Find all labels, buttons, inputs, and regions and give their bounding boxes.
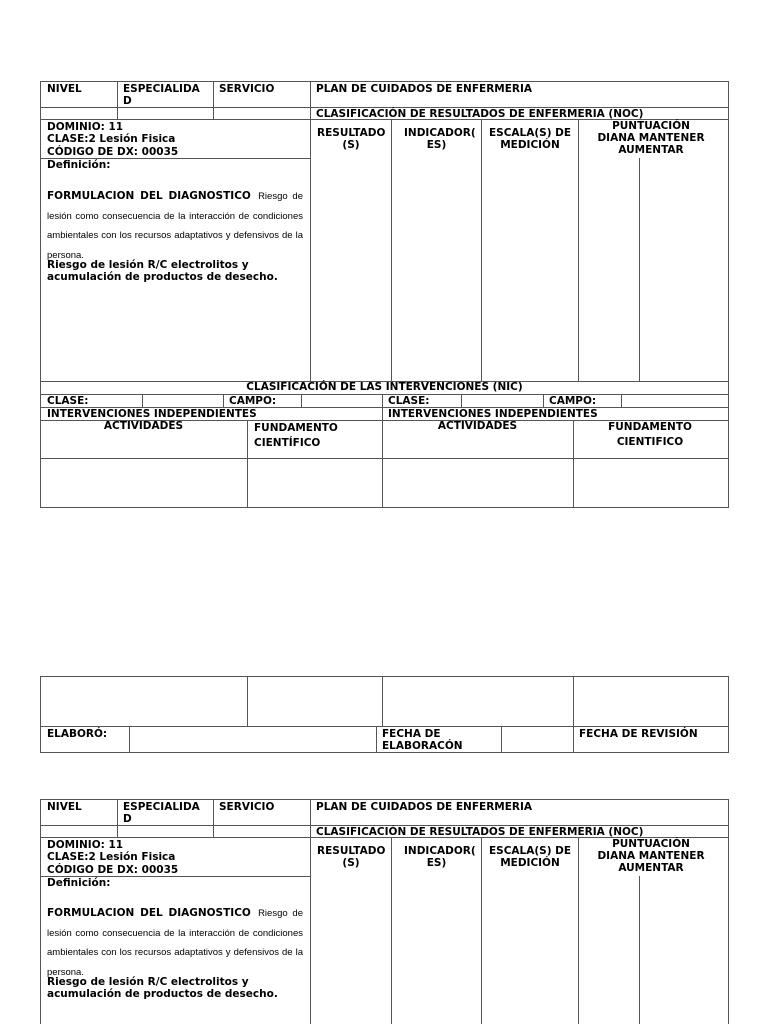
indicador-header-2: INDICADOR( ES) xyxy=(404,845,476,869)
formulacion-block-2 xyxy=(42,900,308,980)
definicion-label-2: Definición: xyxy=(47,877,111,889)
riesgo-text-2: Riesgo de lesión R/C electrolitos y acumulación de productos de desecho. xyxy=(47,976,278,1000)
resultado-header-2: RESULTADO (S) xyxy=(317,845,386,869)
actividades-left: ACTIVIDADES xyxy=(103,420,184,432)
noc-title-2: CLASIFICACIÓN DE RESULTADOS DE ENFERMERIA (NOC) xyxy=(316,826,644,838)
fecha-elaboracion-label: FECHA DE ELABORACÓN xyxy=(382,728,463,752)
servicio-label-2: SERVICIO xyxy=(219,801,275,813)
clase-left: CLASE: xyxy=(47,395,89,407)
escala-header: ESCALA(S) DE MEDICIÓN xyxy=(488,127,572,151)
codigo-label: CÓDIGO DE DX: 00035 xyxy=(47,146,179,158)
fecha-revision-label: FECHA DE REVISIÓN xyxy=(579,728,698,740)
campo-right: CAMPO: xyxy=(549,395,597,407)
dominio-label: DOMINIO: 11 xyxy=(47,121,124,133)
plan-title: PLAN DE CUIDADOS DE ENFERMERIA xyxy=(316,83,533,95)
especialidad-label: ESPECIALIDA D xyxy=(123,83,200,107)
dominio-label-2: DOMINIO: 11 xyxy=(47,839,124,851)
codigo-label-2: CÓDIGO DE DX: 00035 xyxy=(47,864,179,876)
fundamento-right: FUNDAMENTO CIENTIFICO xyxy=(608,421,692,448)
resultado-header: RESULTADO (S) xyxy=(317,127,386,151)
escala-header-2: ESCALA(S) DE MEDICIÓN xyxy=(488,845,572,869)
clase-label: CLASE:2 Lesión Fisica xyxy=(47,133,176,145)
fundamento-left: FUNDAMENTO CIENTÍFICO xyxy=(254,422,338,449)
actividades-right: ACTIVIDADES xyxy=(437,420,518,432)
indicador-header: INDICADOR( ES) xyxy=(404,127,476,151)
nivel-label-2: NIVEL xyxy=(47,801,82,813)
plan-title-2: PLAN DE CUIDADOS DE ENFERMERIA xyxy=(316,801,533,813)
intervenciones-right: INTERVENCIONES INDEPENDIENTES xyxy=(388,408,598,420)
puntuacion-header-2: PUNTUACIÓN DIANA MANTENER AUMENTAR xyxy=(597,838,705,874)
campo-left: CAMPO: xyxy=(229,395,277,407)
nic-title: CLASIFICACIÓN DE LAS INTERVENCIONES (NIC) xyxy=(246,381,523,393)
puntuacion-header: PUNTUACIÓN DIANA MANTENER AUMENTAR xyxy=(597,120,705,156)
noc-title: CLASIFICACIÓN DE RESULTADOS DE ENFERMERIA (NOC) xyxy=(316,108,644,120)
elaboro-label: ELABORÓ: xyxy=(47,728,108,740)
definicion-label: Definición: xyxy=(47,159,111,171)
intervenciones-left: INTERVENCIONES INDEPENDIENTES xyxy=(47,408,257,420)
formulacion-label-2: FORMULACION DEL DIAGNOSTICO xyxy=(47,907,251,919)
formulacion-text: Riesgo de lesión como consecuencia de la interacción de condiciones ambientales con los recursos adaptativos y defensivos de la persona. xyxy=(47,191,303,261)
servicio-label: SERVICIO xyxy=(219,83,275,95)
formulacion-block xyxy=(42,183,308,263)
formulacion-text-2: Riesgo de lesión como consecuencia de la interacción de condiciones ambientales con los recursos adaptativos y defensivos de la persona. xyxy=(47,908,303,978)
clase-label-2: CLASE:2 Lesión Fisica xyxy=(47,851,176,863)
nivel-label: NIVEL xyxy=(47,83,82,95)
especialidad-label-2: ESPECIALIDA D xyxy=(123,801,200,825)
formulacion-label: FORMULACION DEL DIAGNOSTICO xyxy=(47,190,251,202)
clase-right: CLASE: xyxy=(388,395,430,407)
riesgo-text: Riesgo de lesión R/C electrolitos y acumulación de productos de desecho. xyxy=(47,259,278,283)
